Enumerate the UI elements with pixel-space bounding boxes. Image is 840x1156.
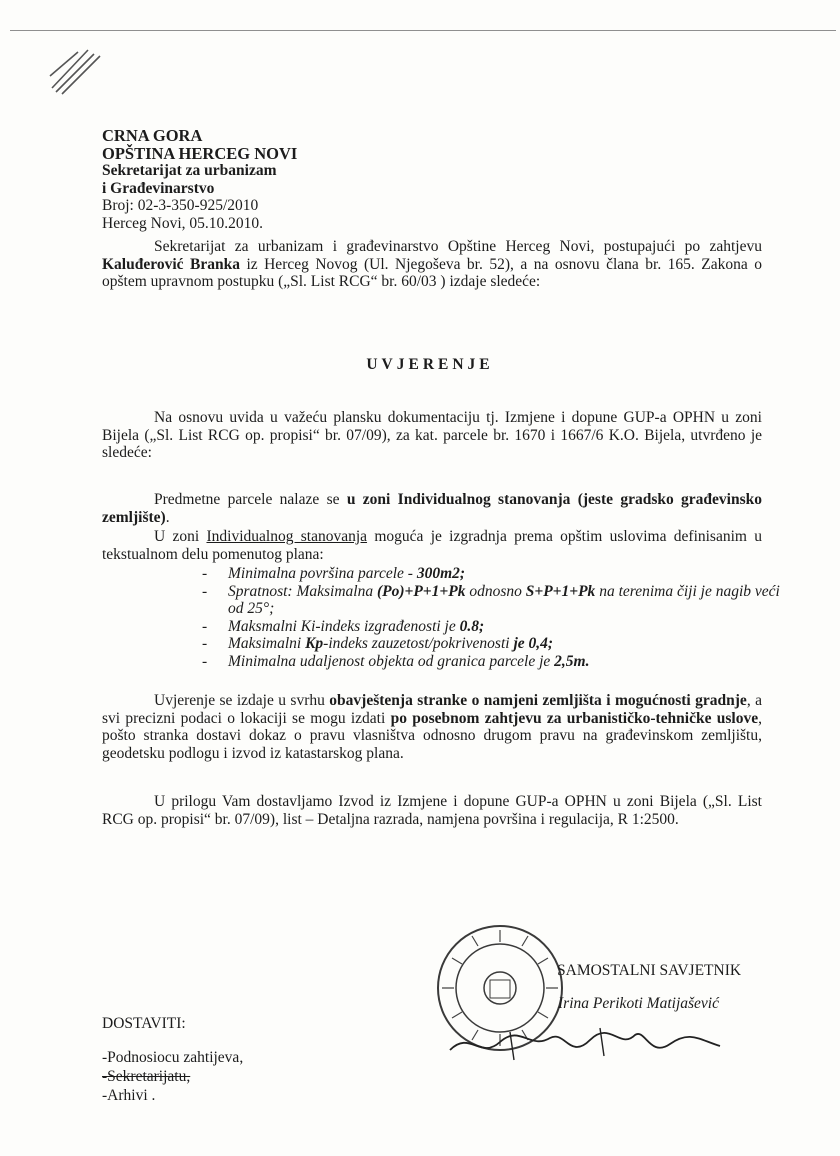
place-date: Herceg Novi, 05.10.2010. [102, 214, 263, 232]
document-title: UVJERENJE [366, 356, 494, 373]
secretariat-line2: i Građevinarstvo [102, 179, 215, 197]
country-name: CRNA GORA [102, 126, 203, 145]
handwritten-signature [440, 1020, 740, 1070]
municipality-name: OPŠTINA HERCEG NOVI [102, 143, 298, 163]
list-item: - Spratnost: Maksimalna (Po)+P+1+Pk odnosno S+P+1+Pk na terenima čiji je nagib veći od 25°; [202, 582, 780, 617]
handwritten-mark [48, 46, 108, 96]
applicant-name: Kaluđerović Branka [102, 255, 240, 273]
basis-paragraph: Na osnovu uvida u važeću plansku dokumentaciju tj. Izmjene i dopune GUP-a OPHN u zoni Bijela („Sl. List RCG op. propisi“ br. 07/09), za kat. parcele br. 1670 i 1667/6 K.O. Bijela, utvrđeno je sledeće: [102, 409, 762, 461]
recipients-list [102, 1048, 243, 1105]
list-item: - Maksmalni Ki-indeks izgrađenosti je 0.8; [202, 617, 485, 635]
zone-statement: u zoni Individualnog stanovanja (jeste gradsko građevinsko zemljište) [102, 491, 763, 526]
signatory-title: SAMOSTALNI SAVJETNIK [557, 962, 742, 979]
recipient-item: -Arhivi . [102, 1087, 156, 1104]
recipient-item: -Podnosiocu zahtijeva, [102, 1049, 244, 1066]
secretariat-line1: Sekretarijat za urbanizam [102, 162, 277, 179]
attachment-paragraph: U prilogu Vam dostavljamo Izvod iz Izmjene i dopune GUP-a OPHN u zoni Bijela („Sl. List RCG op. propisi“ br. 07/09), list – Detaljna razrada, namjena površina i regulacija, R 1:2500. [102, 793, 762, 828]
list-item: - Maksimalni Kp-indeks zauzetost/pokrivenosti je 0,4; [202, 635, 554, 652]
document-number: Broj: 02-3-350-925/2010 [102, 197, 259, 214]
conditions-paragraph: U zoni Individualnog stanovanja moguća je izgradnja prema opštim uslovima definisanim u tekstualnom delu pomenutog plana: [102, 528, 762, 563]
zone-name-underlined: Individualnog stanovanja [206, 528, 368, 545]
list-item: - Minimalna udaljenost objekta od granica parcele je 2,5m. [202, 652, 590, 670]
document-header [102, 127, 297, 232]
delivery-label: DOSTAVITI: [102, 1015, 186, 1032]
top-rule [10, 30, 836, 31]
purpose-paragraph: Uvjerenje se izdaje u svrhu obavještenja stranke o namjeni zemljišta i mogućnosti gradnje, a svi precizni podaci o lokaciji se mogu izdati po posebnom zahtjevu za urbanističko-tehničke uslove, pošto stranka dostavi dokaz o pravu vlasništva odnosno drugom pravu na građevinskom zemljištu, geodetsku podlogu i izvod iz katastarskog plana. [102, 692, 762, 762]
zone-paragraph: Predmetne parcele nalaze se u zoni Individualnog stanovanja (jeste gradsko građevinsko zemljište). [102, 491, 763, 526]
signatory-name: Irina Perikoti Matijašević [558, 995, 719, 1012]
intro-paragraph: Sekretarijat za urbanizam i građevinarstvo Opštine Herceg Novi, postupajući po zahtjevu Kaluđerović Branka iz Herceg Novog (Ul. Njegoševa br. 52), a na osnovu člana br. 165. Zakona o opštem upravnom postupku („Sl. List RCG“ br. 60/03 ) izdaje sledeće: [102, 238, 762, 290]
conditions-list [202, 565, 782, 670]
recipient-item: -Sekretarijatu, [102, 1068, 191, 1085]
list-item: - Minimalna površina parcele - 300m2; [202, 565, 466, 582]
